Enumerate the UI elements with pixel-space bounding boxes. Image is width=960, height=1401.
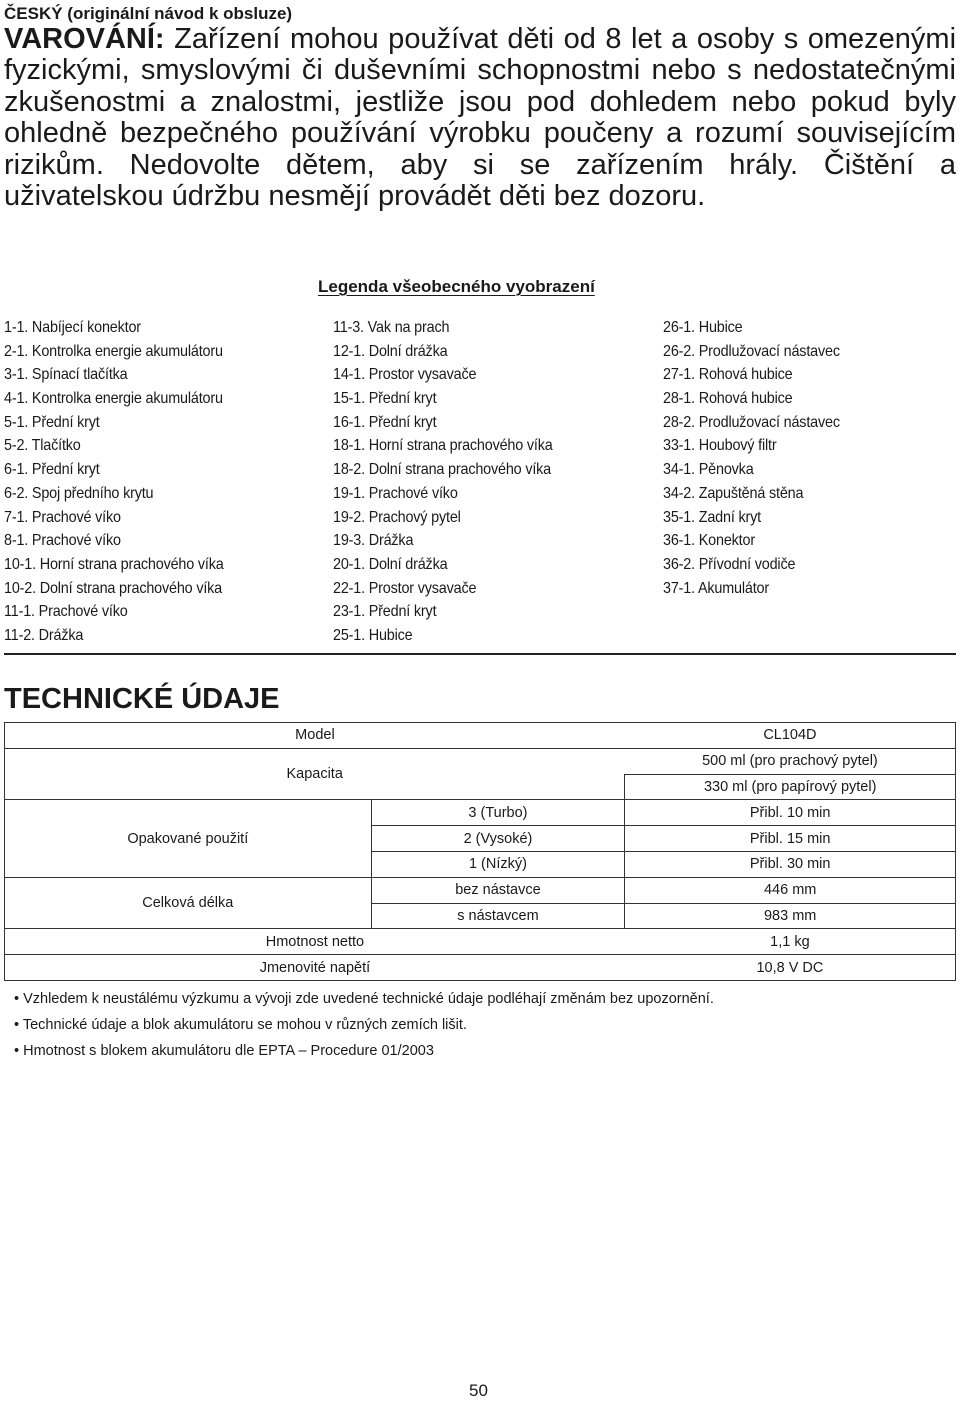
legend-item: 36-1. Konektor [663,532,755,550]
section-divider [4,653,956,655]
legend-item: 11-3. Vak na prach [333,319,450,336]
note-item: • Hmotnost s blokem akumulátoru dle EPTA – Procedure 01/2003 [14,1043,434,1059]
notes-list [14,986,714,1064]
legend-item: 19-1. Prachové víko [333,484,458,502]
spec-variant-without-attachment: bez nástavce [371,877,625,903]
legend-item: 26-1. Hubice [663,319,743,336]
legend-column-2 [333,316,553,648]
legend-item: 10-2. Dolní strana prachového víka [4,579,223,597]
spec-label-overall-length: Celková délka [5,877,372,929]
legend-item: 1-1. Nabíjecí konektor [4,319,141,336]
warning-paragraph [4,24,956,212]
note-item: • Vzhledem k neustálému výzkumu a vývoji zde uvedené technické údaje podléhají změnám bez upozornění. [14,991,714,1007]
table-row [5,877,956,903]
legend-item: 23-1. Přední kryt [333,603,437,621]
spec-mode-low: 1 (Nízký) [371,851,625,877]
legend-column-3 [663,316,840,600]
legend-item: 34-2. Zapuštěná stěna [663,484,804,502]
legend-item: 12-1. Dolní drážka [333,342,448,360]
legend-item: 26-2. Prodlužovací nástavec [663,342,840,360]
spec-label-net-weight: Hmotnost netto [5,929,625,955]
spec-value-model: CL104D [625,723,956,749]
spec-value-without-attachment: 446 mm [625,877,956,903]
spec-value-with-attachment: 983 mm [625,903,956,929]
legend-item: 8-1. Prachové víko [4,532,121,550]
legend-item: 19-2. Prachový pytel [333,508,461,526]
legend-item: 34-1. Pěnovka [663,461,754,479]
spec-value-capacity-bag: 500 ml (pro prachový pytel) [625,748,956,774]
language-header: ČESKÝ (originální návod k obsluze) [4,4,293,23]
spec-variant-with-attachment: s nástavcem [371,903,625,929]
legend-item: 2-1. Kontrolka energie akumulátoru [4,342,223,360]
spec-label-rated-voltage: Jmenovité napětí [5,955,625,981]
spec-value-capacity-paper: 330 ml (pro papírový pytel) [625,774,956,800]
legend-item: 18-2. Dolní strana prachového víka [333,461,552,479]
spec-value-rated-voltage: 10,8 V DC [625,955,956,981]
legend-item: 7-1. Prachové víko [4,508,121,526]
legend-item: 5-2. Tlačítko [4,437,81,455]
spec-value-low: Přibl. 30 min [625,851,956,877]
technical-data-title: TECHNICKÉ ÚDAJE [4,683,280,715]
warning-text: Zařízení mohou používat děti od 8 let a osoby s omezenými fyzickými, smyslovými či duševními schopnostmi nebo s nedostatečnými zkušenostmi a znalostmi, jestliže jsou pod dohledem nebo pokud byly ohledně bezpečného používání výrobku poučeny a rozumí souvisejícím rizikům. Nedovolte dětem, aby si se zařízením hrály. Čištění a uživatelskou údržbu nesmějí provádět děti bez dozoru. [4,23,957,213]
table-row [5,955,956,981]
spec-mode-high: 2 (Vysoké) [371,826,625,852]
legend-item: 10-1. Horní strana prachového víka [4,555,224,573]
spec-value-net-weight: 1,1 kg [625,929,956,955]
legend-item: 6-1. Přední kryt [4,461,100,479]
legend-title: Legenda všeobecného vyobrazení [318,277,595,296]
spec-value-turbo: Přibl. 10 min [625,800,956,826]
legend-item: 5-1. Přední kryt [4,413,100,431]
warning-keyword: VAROVÁNÍ: [4,23,165,55]
legend-column-1 [4,316,224,648]
spec-label-capacity: Kapacita [5,748,625,800]
legend-item: 18-1. Horní strana prachového víka [333,437,553,455]
table-row [5,748,956,774]
legend-item: 25-1. Hubice [333,626,413,644]
legend-item: 15-1. Přední kryt [333,390,437,408]
legend-item: 33-1. Houbový filtr [663,437,777,455]
spec-label-continuous-use: Opakované použití [5,800,372,877]
legend-item: 27-1. Rohová hubice [663,366,793,384]
legend-item: 19-3. Drážka [333,532,414,550]
table-row [5,929,956,955]
spec-value-high: Přibl. 15 min [625,826,956,852]
spec-mode-turbo: 3 (Turbo) [371,800,625,826]
table-row [5,800,956,826]
table-row [5,723,956,749]
legend-item: 22-1. Prostor vysavače [333,579,477,597]
legend-item: 35-1. Zadní kryt [663,508,761,526]
legend-item: 11-2. Drážka [4,626,84,644]
legend-item: 28-2. Prodlužovací nástavec [663,413,840,431]
legend-item: 28-1. Rohová hubice [663,390,793,408]
legend-item: 20-1. Dolní drážka [333,555,448,573]
spec-label-model: Model [5,723,625,749]
legend-item: 36-2. Přívodní vodiče [663,555,796,573]
note-item: • Technické údaje a blok akumulátoru se mohou v různých zemích lišit. [14,1017,467,1033]
legend-item: 6-2. Spoj předního krytu [4,484,154,502]
legend-item: 14-1. Prostor vysavače [333,366,477,384]
legend-item: 37-1. Akumulátor [663,579,769,597]
specifications-table [4,722,956,981]
legend-item: 16-1. Přední kryt [333,413,437,431]
legend-item: 3-1. Spínací tlačítka [4,366,128,384]
legend-item: 4-1. Kontrolka energie akumulátoru [4,390,223,408]
page-number: 50 [469,1381,488,1400]
legend-item: 11-1. Prachové víko [4,603,128,621]
